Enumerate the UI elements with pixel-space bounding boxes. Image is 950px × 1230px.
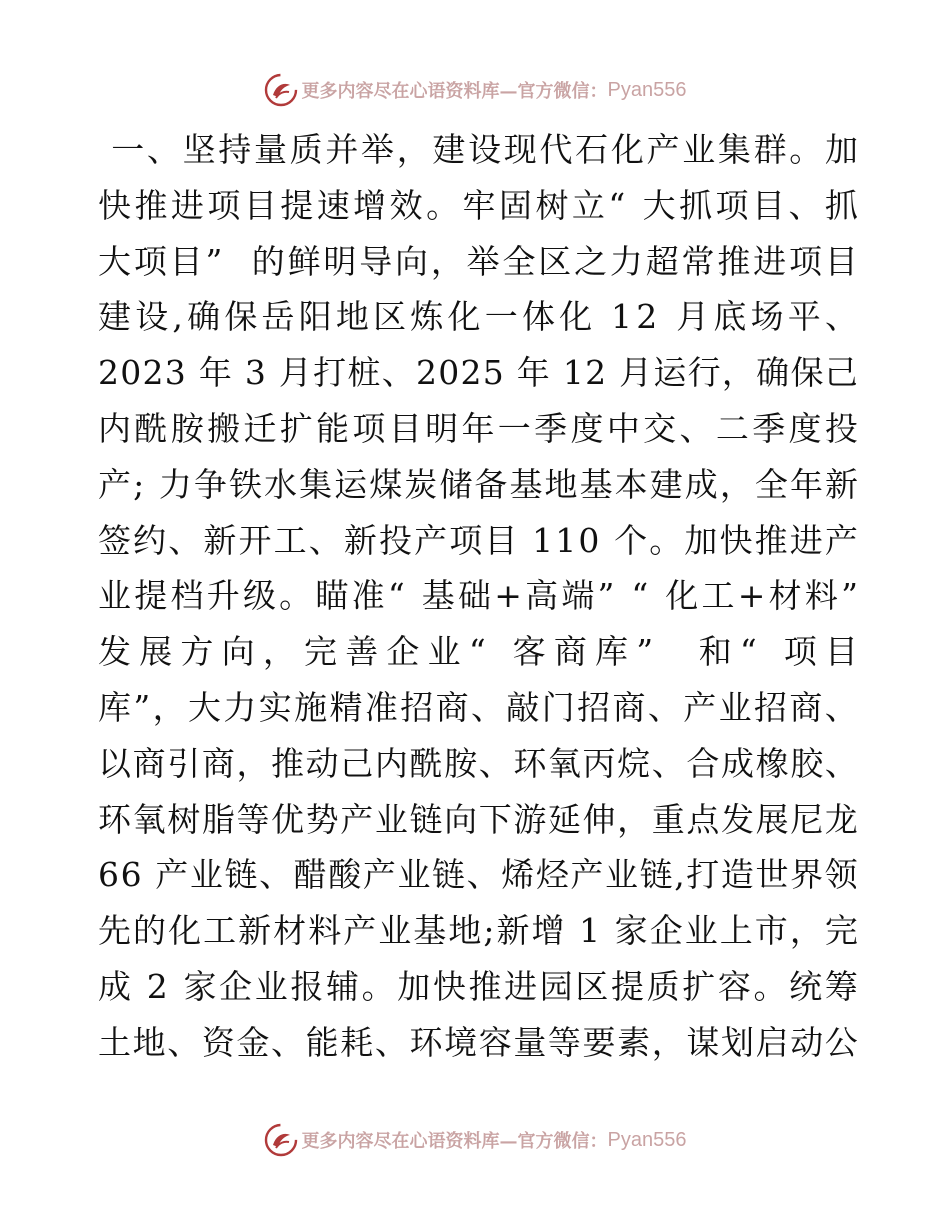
text-line-17: 土 地 、 资 金 、 能 耗 、 环 境 容 量 等 要 素 ， 谋 划 启 动 公 <box>98 1022 858 1062</box>
text-line-8: 签 约 、 新 开 工 、 新 投 产 项 目 1 1 0 个 。 加 快 推 进 产 <box>98 520 858 560</box>
text-line-2: 快 推 进 项 目 提 速 增 效 。 牢 固 树 立 “ 大 抓 项 目 、 抓 <box>98 185 858 225</box>
text-line-1: 一 、 坚 持 量 质 并 举 ， 建 设 现 代 石 化 产 业 集 群 。 加 <box>111 130 858 169</box>
text-line-16: 成 2 家 企 业 报 辅 。 加 快 推 进 园 区 提 质 扩 容 。 统 筹 <box>98 966 858 1006</box>
watermark-text: 更多内容尽在心语资料库—官方微信： <box>301 1131 608 1152</box>
text-line-6: 内 酰 胺 搬 迁 扩 能 项 目 明 年 一 季 度 中 交 、 二 季 度 投 <box>98 408 858 448</box>
text-line-13: 环 氧 树 脂 等 优 势 产 业 链 向 下 游 延 伸 ， 重 点 发 展 尼 龙 <box>98 799 858 839</box>
document-body <box>98 122 858 1071</box>
text-line-9: 业 提 档 升 级 。 瞄 准 “ 基 础 + 高 端 ” “ 化 工 + 材 料 ” <box>98 576 858 616</box>
watermark-text: 更多内容尽在心语资料库—官方微信： <box>301 81 608 102</box>
text-line-3: 大 项 目 ” 的 鲜 明 导 向 ， 举 全 区 之 力 超 常 推 进 项 目 <box>98 241 858 281</box>
footer-watermark <box>0 1122 950 1158</box>
text-line-11: 库 ” ， 大 力 实 施 精 准 招 商 、 敲 门 招 商 、 产 业 招 商 、 <box>98 687 858 727</box>
text-line-14: 6 6 产 业 链 、 醋 酸 产 业 链 、 烯 烃 产 业 链 , 打 造 世 界 领 <box>98 855 858 895</box>
text-line-7: 产 ; 力 争 铁 水 集 运 煤 炭 储 备 基 地 基 本 建 成 ， 全 年 新 <box>98 464 858 504</box>
swirl-logo-icon <box>264 1123 298 1157</box>
watermark-wechat-id: Pyan556 <box>607 1128 687 1151</box>
header-watermark <box>0 72 950 108</box>
text-line-10: 发 展 方 向 ， 完 善 企 业 “ 客 商 库 ” 和 “ 项 目 <box>98 632 858 672</box>
text-line-15: 先 的 化 工 新 材 料 产 业 基 地 ; 新 增 1 家 企 业 上 市 ， 完 <box>98 911 858 951</box>
watermark-wechat-id: Pyan556 <box>607 78 687 101</box>
swirl-logo-icon <box>264 73 298 107</box>
text-line-4: 建 设 , 确 保 岳 阳 地 区 炼 化 一 体 化 1 2 月 底 场 平 、 <box>98 297 858 337</box>
text-line-12: 以 商 引 商 ， 推 动 己 内 酰 胺 、 环 氧 丙 烷 、 合 成 橡 胶 、 <box>98 743 858 783</box>
text-line-5: 2 0 2 3 年 3 月 打 桩 、 2 0 2 5 年 1 2 月 运 行 ， 确 保 己 <box>98 353 858 393</box>
